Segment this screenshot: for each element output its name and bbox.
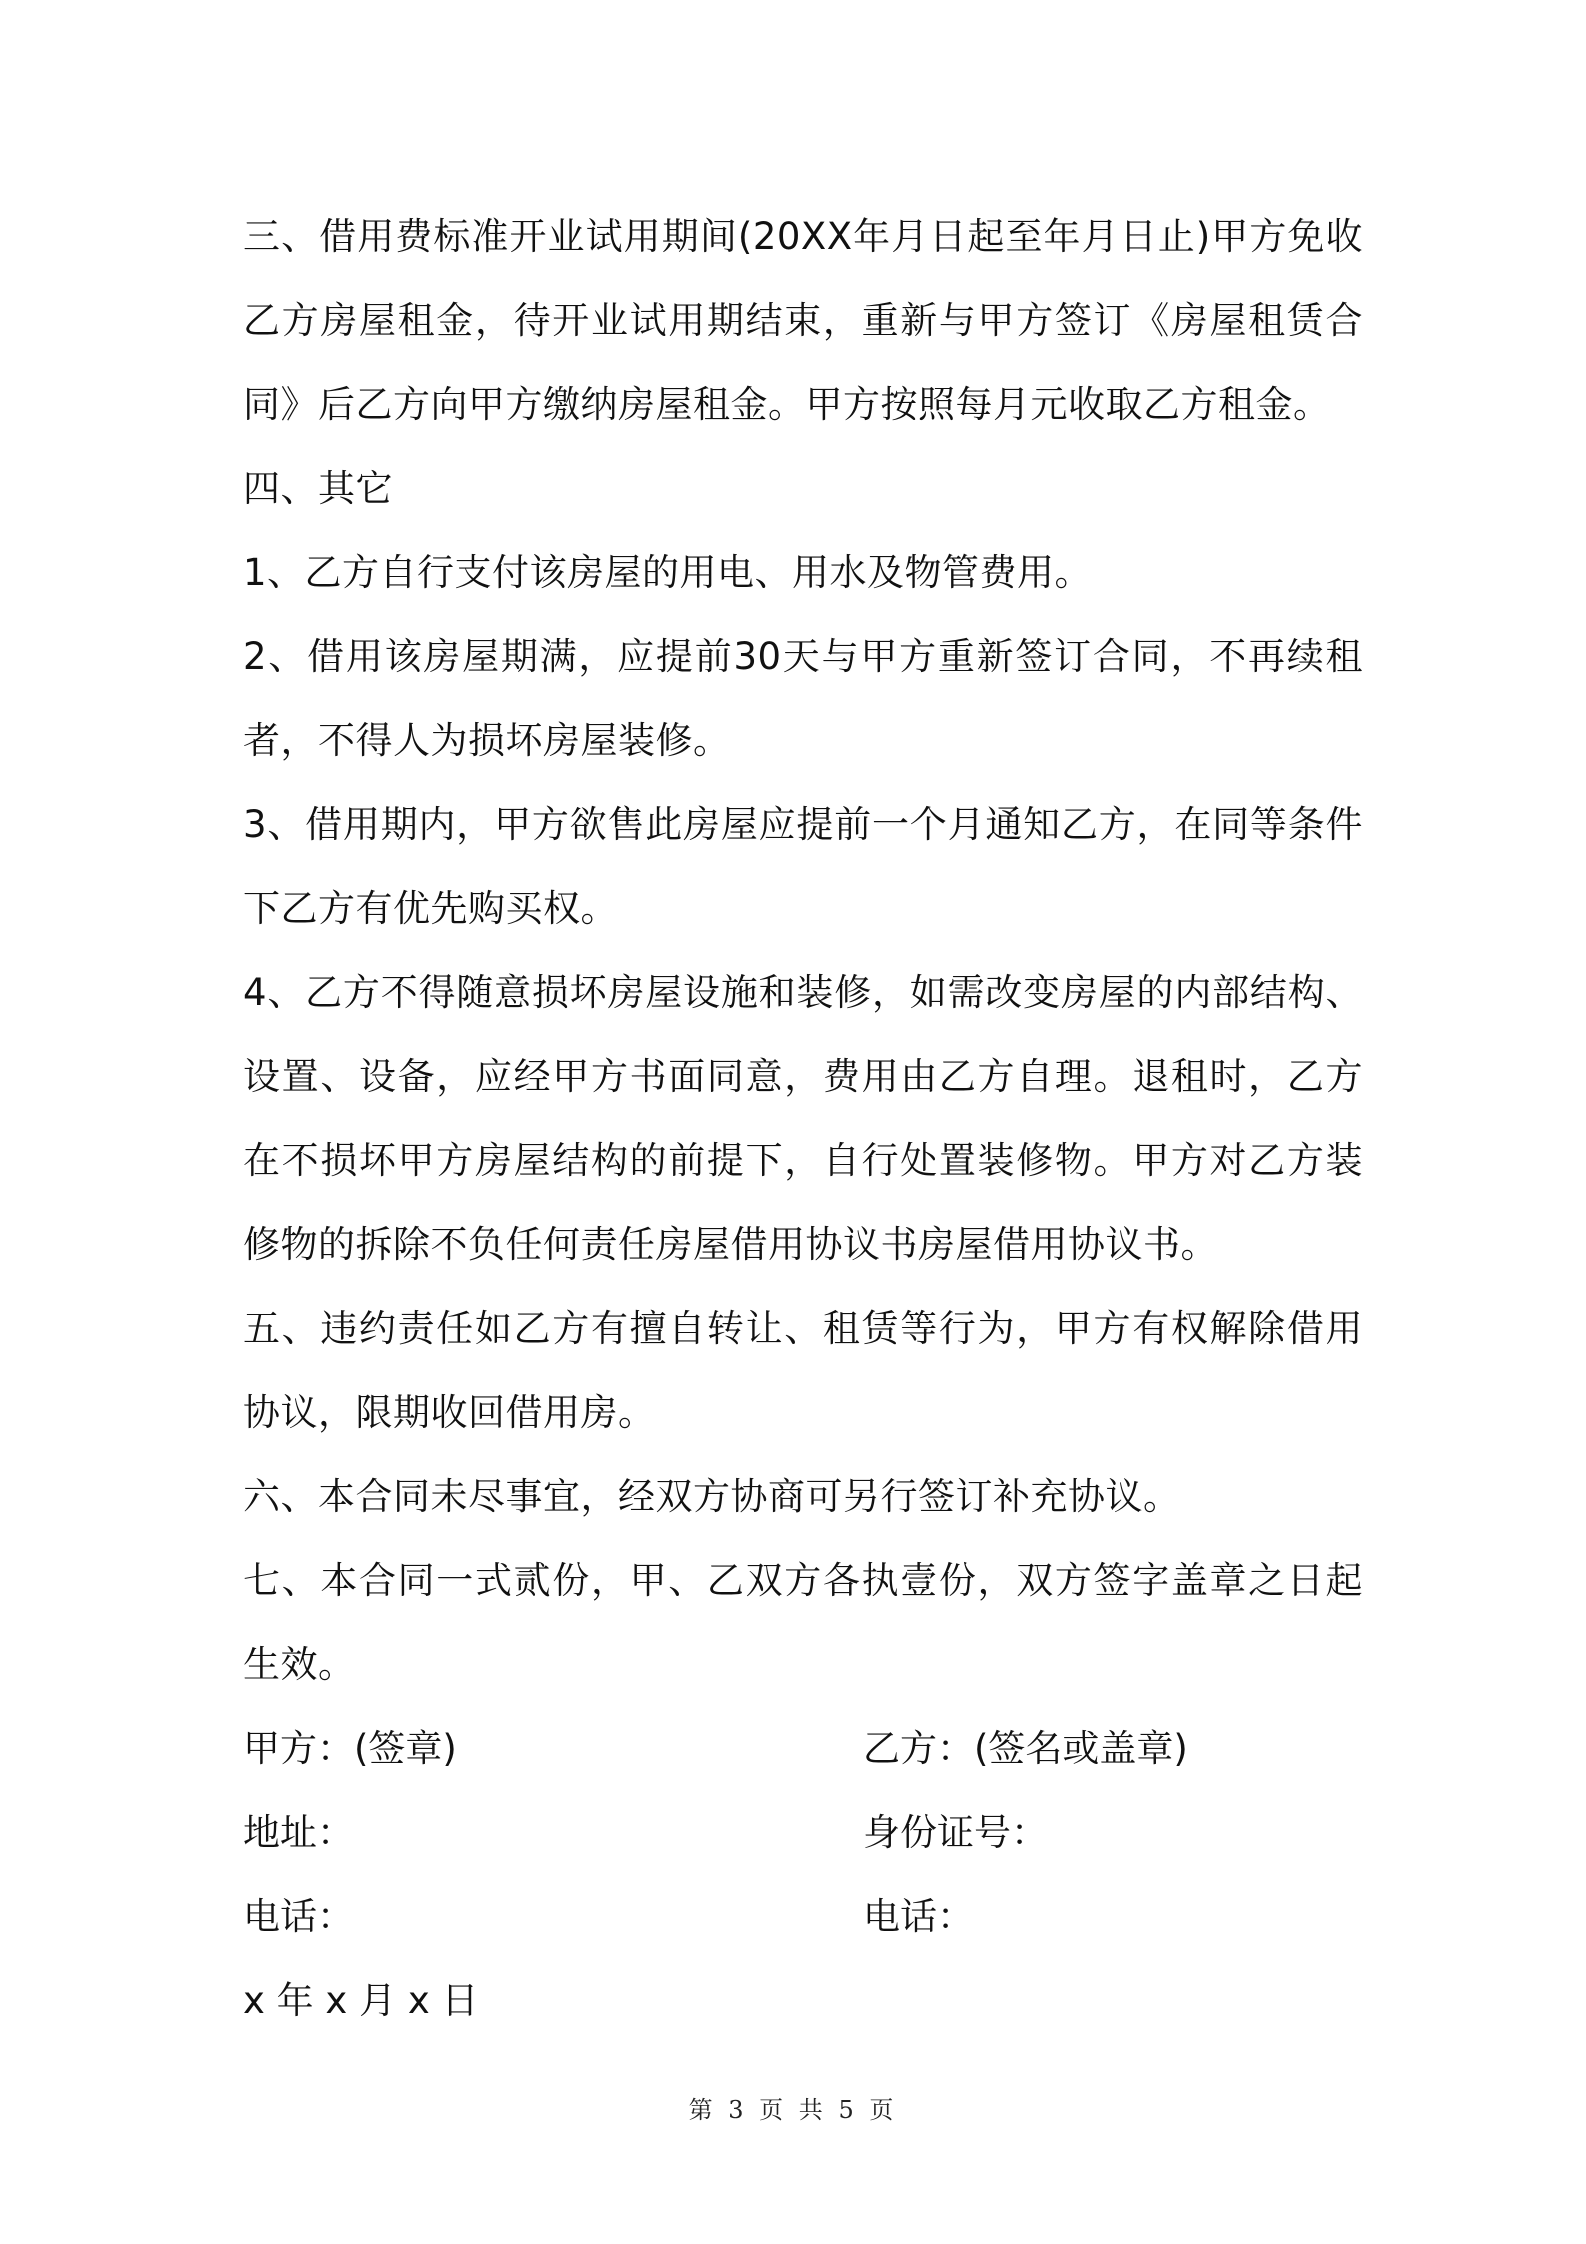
signature-row-phone	[243, 1875, 1363, 1959]
clause-three-rent-fee: 三、借用费标准开业试用期间(20XX年月日起至年月日止)甲方免收乙方房屋租金，待开业试用期结束，重新与甲方签订《房屋租赁合同》后乙方向甲方缴纳房屋租金。甲方按照每月元收取乙方租金。	[243, 215, 1363, 426]
clause-five-breach: 五、违约责任如乙方有擅自转让、租赁等行为，甲方有权解除借用协议，限期收回借用房。	[243, 1307, 1363, 1434]
clause-seven-copies: 七、本合同一式贰份，甲、乙双方各执壹份，双方签字盖章之日起生效。	[243, 1559, 1363, 1686]
clause-four-item-2: 2、借用该房屋期满，应提前30天与甲方重新签订合同，不再续租者，不得人为损坏房屋装修。	[243, 635, 1363, 762]
party-a-phone-label: 电话：	[243, 1895, 354, 1938]
party-b-signature-label: 乙方：(签名或盖章)	[863, 1727, 1188, 1770]
address-label: 地址：	[243, 1811, 354, 1854]
signature-row-parties	[243, 1707, 1363, 1791]
clause-four-item-1: 1、乙方自行支付该房屋的用电、用水及物管费用。	[243, 551, 1093, 594]
signing-date: x 年 x 月 x 日	[243, 1979, 479, 2022]
clause-four-item-4: 4、乙方不得随意损坏房屋设施和装修，如需改变房屋的内部结构、设置、设备，应经甲方书面同意，费用由乙方自理。退租时，乙方在不损坏甲方房屋结构的前提下，自行处置装修物。甲方对乙方装修物的拆除不负任何责任房屋借用协议书房屋借用协议书。	[243, 971, 1363, 1266]
signature-row-address	[243, 1791, 1363, 1875]
party-b-phone-label: 电话：	[863, 1895, 974, 1938]
id-number-label: 身份证号：	[863, 1811, 1048, 1854]
section-four-heading: 四、其它	[243, 467, 393, 510]
clause-four-item-3: 3、借用期内，甲方欲售此房屋应提前一个月通知乙方，在同等条件下乙方有优先购买权。	[243, 803, 1363, 930]
party-a-signature-label: 甲方：(签章)	[243, 1727, 457, 1770]
document-body	[243, 195, 1363, 2043]
clause-six-supplement: 六、本合同未尽事宜，经双方协商可另行签订补充协议。	[243, 1475, 1181, 1518]
page-number-footer: 第 3 页 共 5 页	[688, 2096, 898, 2124]
